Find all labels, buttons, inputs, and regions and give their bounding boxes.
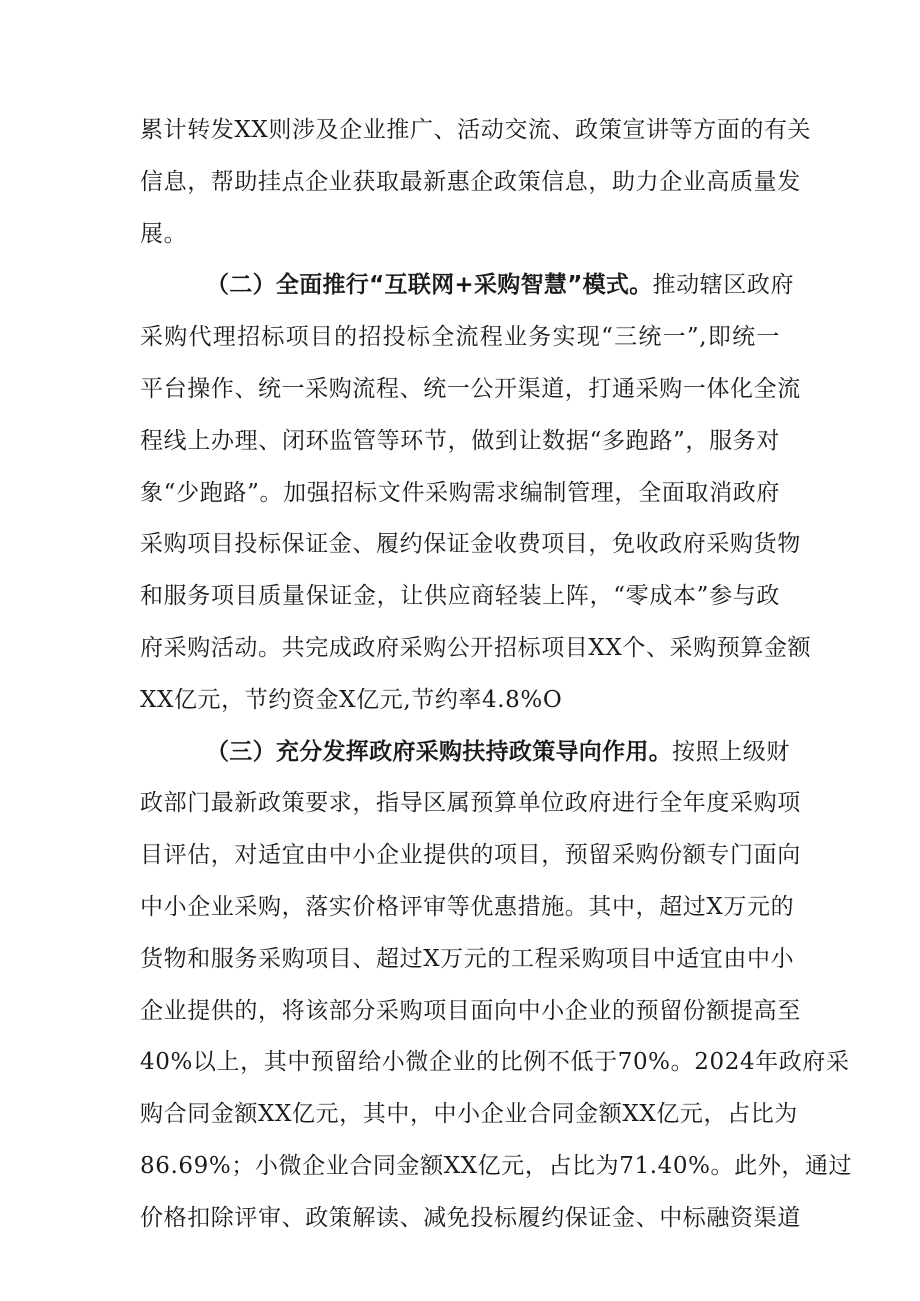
text-fragment: 按照上级财 bbox=[672, 738, 790, 765]
text-line: 平台操作、统一采购流程、统一公开渠道，打通采购一体化全流 bbox=[140, 375, 801, 402]
text-line: 采购代理招标项目的招投标全流程业务实现“三统一”,即统一 bbox=[140, 324, 780, 351]
text-line: 程线上办理、闭环监管等环节，做到让数据“多跑路”，服务对 bbox=[140, 427, 780, 454]
text-line: 购合同金额XX亿元，其中，中小企业合同金额XX亿元，占比为 bbox=[140, 1101, 798, 1128]
text-line: XX亿元，节约资金X亿元,节约率4.8%O bbox=[140, 686, 563, 713]
text-line: 象“少跑路”。加强招标文件采购需求编制管理，全面取消政府 bbox=[140, 479, 780, 506]
text-line: 目评估，对适宜由中小企业提供的项目，预留采购份额专门面向 bbox=[140, 842, 801, 869]
text-line: 政部门最新政策要求，指导区属预算单位政府进行全年度采购项 bbox=[140, 790, 801, 817]
text-line: 采购项目投标保证金、履约保证金收费项目，免收政府采购货物 bbox=[140, 531, 801, 558]
text-line: 和服务项目质量保证金，让供应商轻装上阵，“零成本”参与政 bbox=[140, 583, 780, 610]
text-fragment: 推动辖区政府 bbox=[652, 272, 795, 299]
text-line: 货物和服务采购项目、超过X万元的工程采购项目中适宜由中小 bbox=[140, 945, 795, 972]
text-line bbox=[140, 727, 790, 779]
document-body bbox=[140, 105, 853, 1245]
paragraph-1 bbox=[140, 105, 812, 260]
text-line: 信息，帮助挂点企业获取最新惠企政策信息，助力企业高质量发 bbox=[140, 168, 801, 195]
paragraph-2 bbox=[140, 260, 812, 726]
text-line: 府采购活动。共完成政府采购公开招标项目XX个、采购预算金额 bbox=[140, 634, 812, 661]
paragraph-3 bbox=[140, 727, 853, 1245]
text-line: 40%以上，其中预留给小微企业的比例不低于70%。2024年政府采 bbox=[140, 1049, 850, 1076]
text-line: 价格扣除评审、政策解读、减免投标履约保证金、中标融资渠道 bbox=[140, 1204, 801, 1231]
text-line: 展。 bbox=[140, 220, 188, 247]
text-line bbox=[140, 260, 795, 312]
section-heading-3: （三）充分发挥政府采购扶持政策导向作用。 bbox=[206, 738, 672, 765]
text-line: 中小企业采购，落实价格评审等优惠措施。其中，超过X万元的 bbox=[140, 893, 795, 920]
text-line: 累计转发XX则涉及企业推广、活动交流、政策宣讲等方面的有关 bbox=[140, 117, 812, 143]
text-line: 86.69%；小微企业合同金额XX亿元，占比为71.40%。此外，通过 bbox=[140, 1152, 853, 1179]
text-line: 企业提供的，将该部分采购项目面向中小企业的预留份额提高至 bbox=[140, 997, 801, 1024]
section-heading-2: （二）全面推行“互联网+采购智慧”模式。 bbox=[206, 272, 653, 299]
